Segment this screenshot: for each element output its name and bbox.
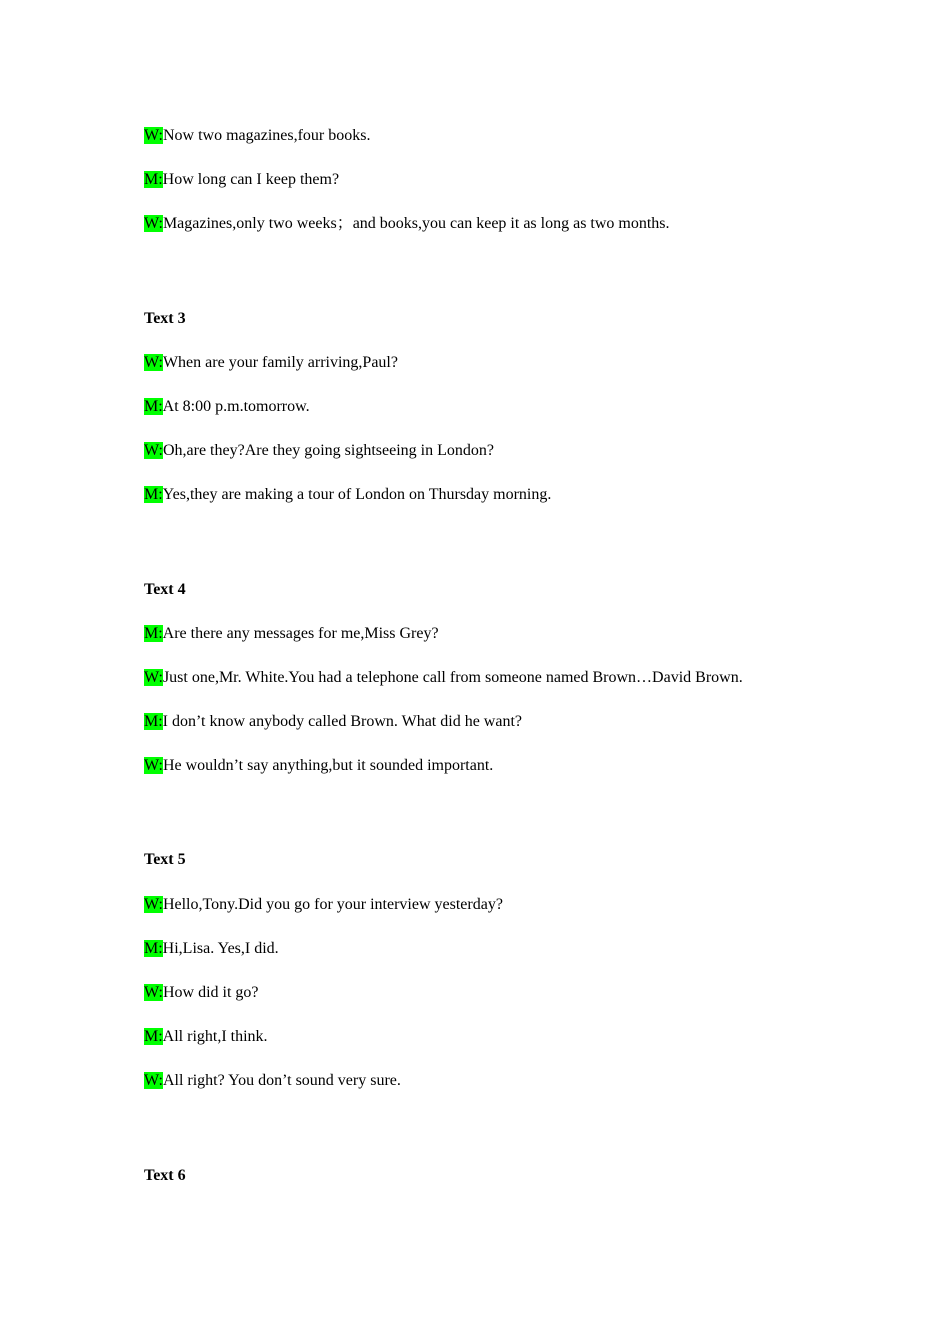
speaker-label: W: (144, 442, 163, 460)
speaker-label: W: (144, 895, 163, 913)
speaker-label: M: (144, 171, 163, 189)
line-text: Hi,Lisa. Yes,I did. (162, 939, 279, 957)
speaker-label: M: (144, 486, 163, 504)
dialogue-line (144, 168, 824, 192)
dialogue-line (144, 439, 824, 463)
dialogue-line (144, 1025, 824, 1049)
line-text: He wouldn’t say anything,but it sounded important. (162, 757, 494, 775)
dialogue-block (144, 578, 824, 779)
dialogue-line (144, 754, 824, 778)
dialogue-line (144, 351, 824, 375)
speaker-label: M: (144, 939, 163, 957)
line-text: Just one,Mr. White.You had a telephone call from someone named Brown…David Brown. (162, 668, 743, 686)
line-text: How long can I keep them? (162, 171, 340, 189)
dialogue-line (144, 981, 824, 1005)
dialogue-line (144, 710, 824, 734)
section-heading: Text 4 (144, 580, 186, 598)
line-text: Yes,they are making a tour of London on Thursday morning. (162, 486, 552, 504)
section-heading: Text 6 (144, 1166, 186, 1184)
dialogue-line (144, 666, 824, 690)
line-text: Now two magazines,four books. (162, 127, 371, 144)
line-text: Hello,Tony.Did you go for your interview yesterday? (162, 895, 503, 913)
dialogue-block (144, 1164, 824, 1188)
line-text: Oh,are they?Are they going sightseeing in London? (162, 442, 494, 460)
section-heading: Text 5 (144, 851, 186, 869)
speaker-label: W: (144, 353, 163, 371)
document-page (144, 124, 824, 1208)
speaker-label: W: (144, 984, 163, 1001)
dialogue-block (144, 848, 824, 1093)
dialogue-line (144, 622, 824, 646)
speaker-label: W: (144, 1072, 163, 1090)
line-text: How did it go? (162, 984, 259, 1001)
speaker-label: M: (144, 397, 163, 415)
section-heading: Text 3 (144, 309, 186, 327)
dialogue-block (144, 307, 824, 508)
dialogue-line (144, 395, 824, 419)
line-text: Magazines,only two weeks；and books,you can keep it as long as two months. (162, 215, 670, 233)
speaker-label: W: (144, 215, 163, 233)
dialogue-line (144, 893, 824, 917)
speaker-label: W: (144, 127, 163, 144)
dialogue-line (144, 937, 824, 961)
speaker-label: M: (144, 1028, 163, 1046)
line-text: Are there any messages for me,Miss Grey? (162, 624, 439, 642)
dialogue-line (144, 212, 824, 236)
speaker-label: M: (144, 624, 163, 642)
line-text: When are your family arriving,Paul? (162, 353, 398, 371)
line-text: I don’t know anybody called Brown. What did he want? (162, 713, 522, 731)
dialogue-line (144, 124, 824, 148)
line-text: All right,I think. (162, 1028, 268, 1046)
dialogue-block (144, 124, 824, 236)
dialogue-line (144, 483, 824, 507)
speaker-label: M: (144, 713, 163, 731)
speaker-label: W: (144, 757, 163, 775)
line-text: At 8:00 p.m.tomorrow. (162, 397, 310, 415)
line-text: All right? You don’t sound very sure. (162, 1072, 401, 1090)
dialogue-line (144, 1069, 824, 1093)
speaker-label: W: (144, 668, 163, 686)
